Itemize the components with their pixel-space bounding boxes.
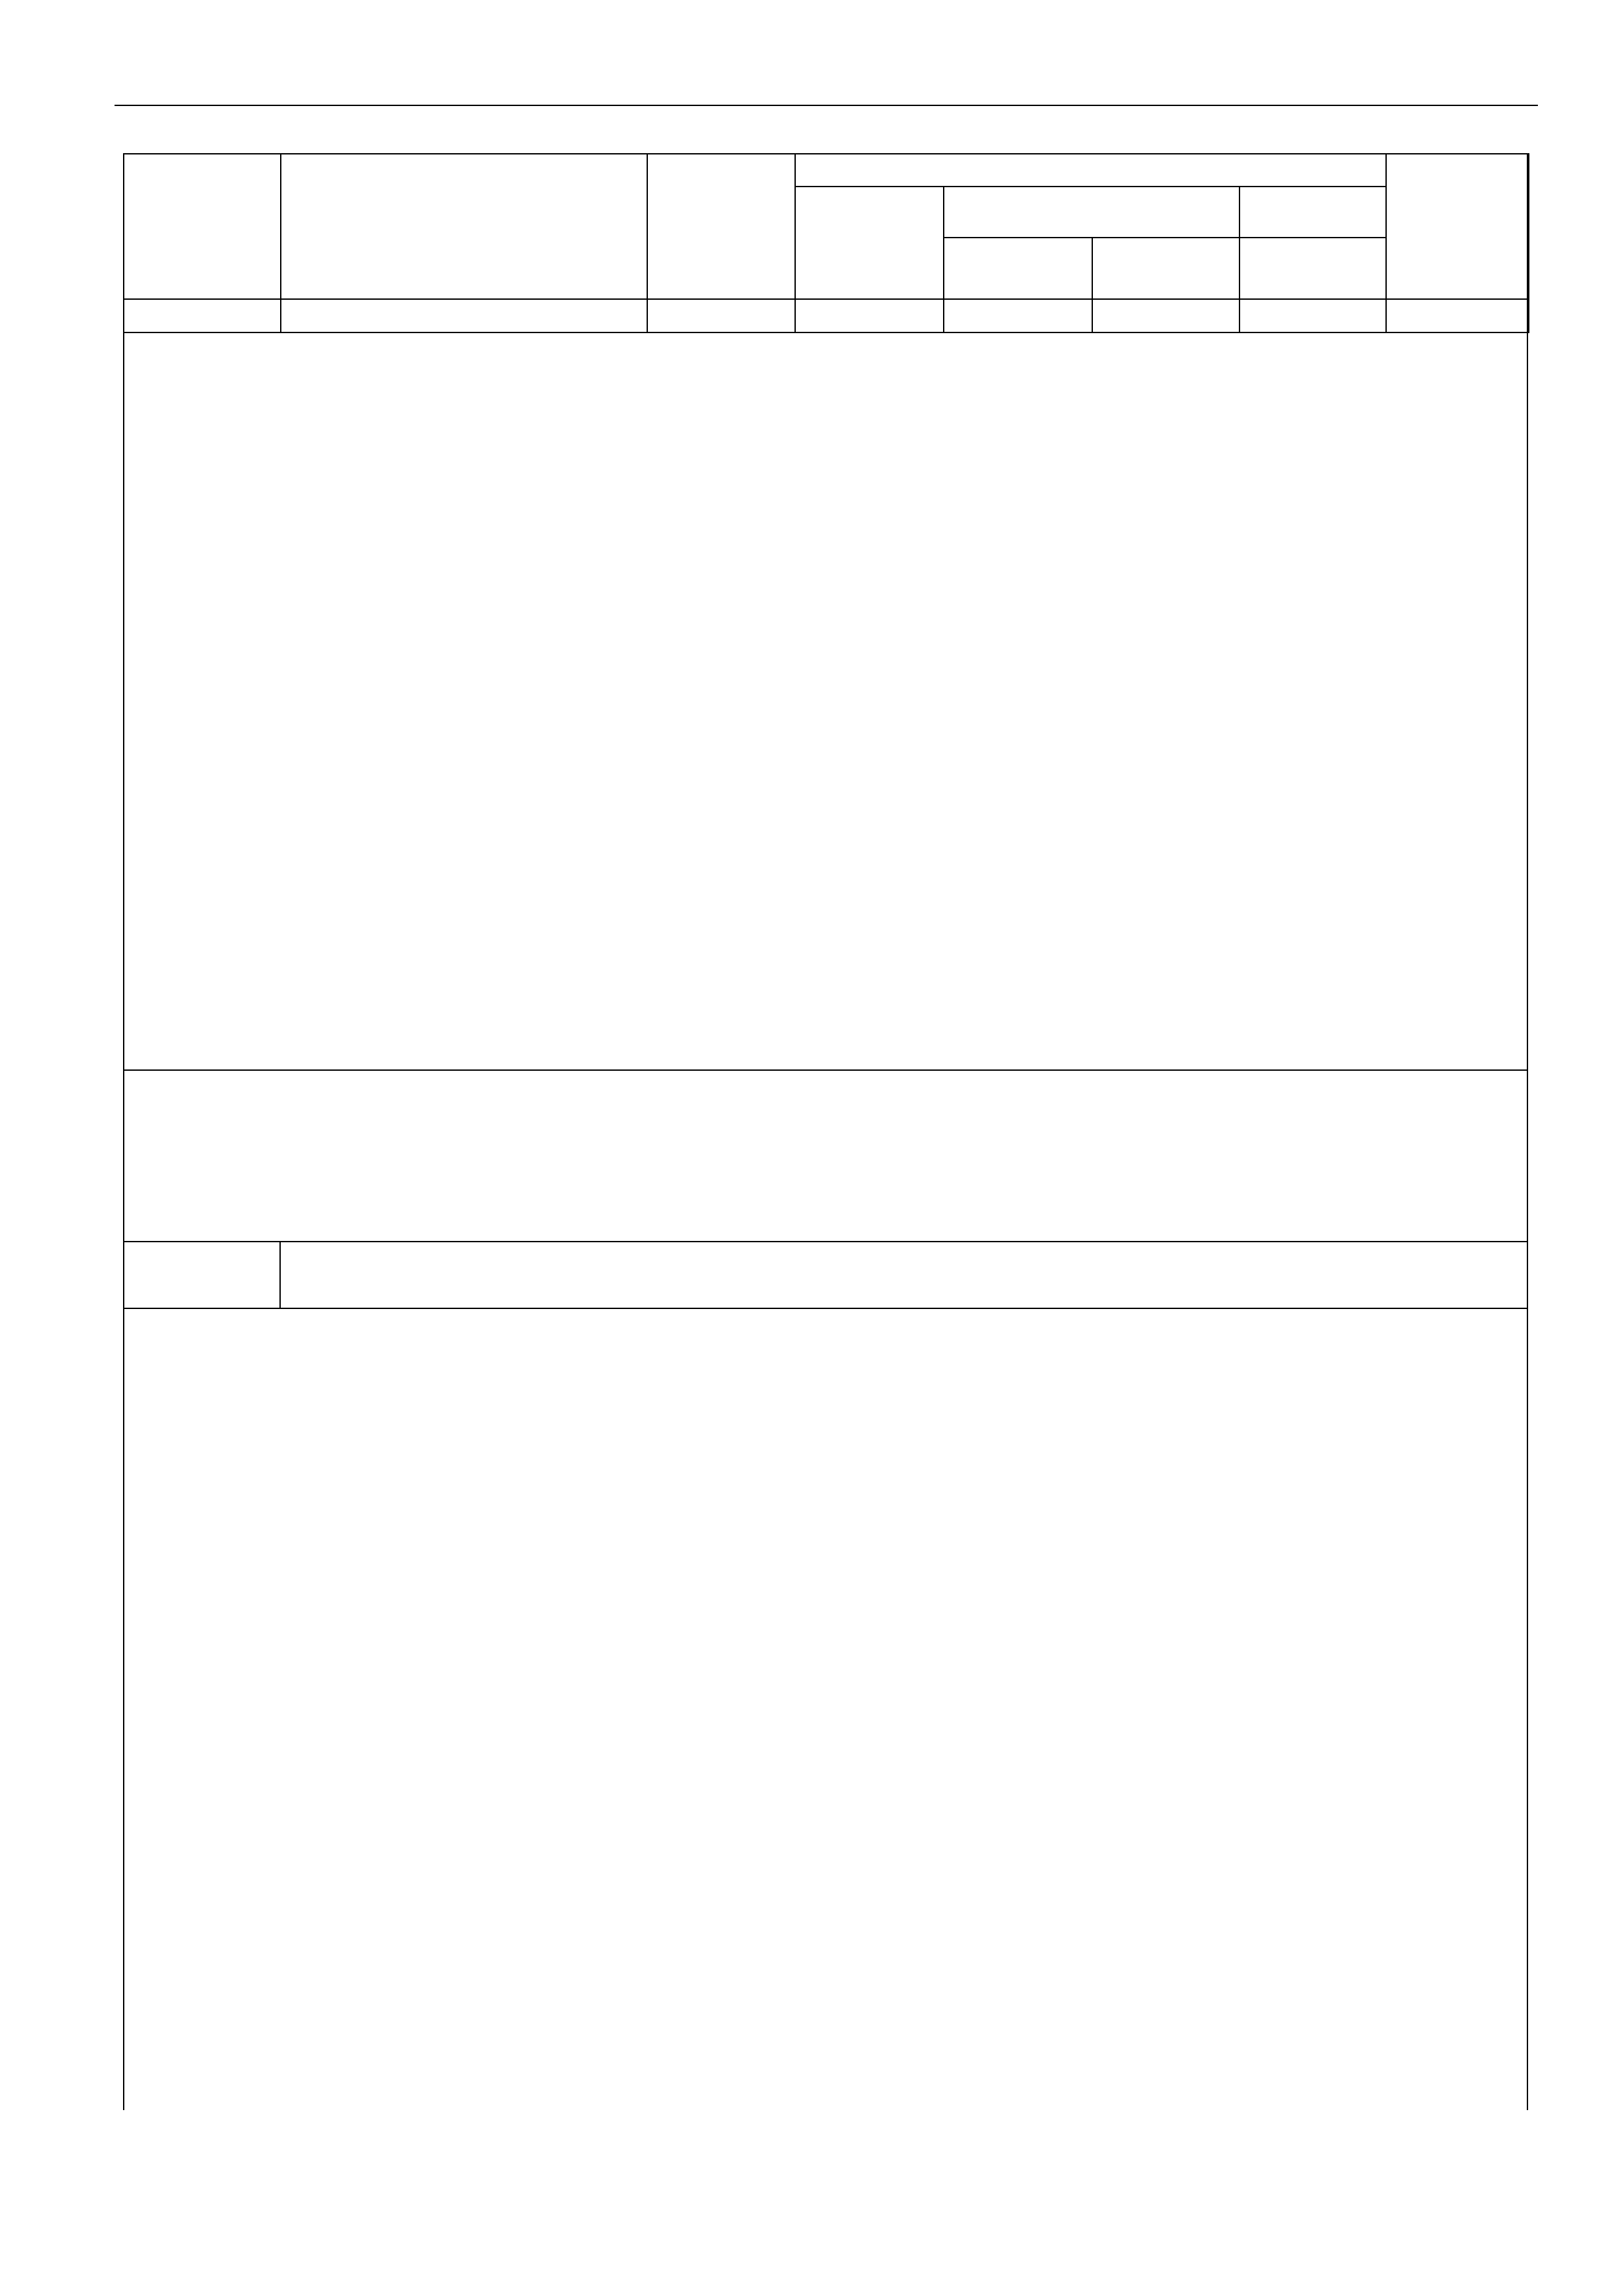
col-material-consumption [1240, 238, 1386, 299]
col-labor-costs [1386, 154, 1529, 299]
col-number [647, 299, 795, 332]
col-labor-pay [795, 187, 944, 299]
col-direct-costs [647, 154, 795, 299]
col-number [281, 299, 647, 332]
col-incl-machinist-pay [1092, 238, 1240, 299]
col-number [124, 299, 281, 332]
section-title-row [123, 1242, 1528, 1308]
section-title [280, 1242, 1528, 1308]
col-number [1386, 299, 1529, 332]
col-number [795, 299, 944, 332]
rates-table-063 [123, 1241, 1528, 1309]
col-work-name [281, 154, 647, 238]
col-number [1092, 299, 1240, 332]
col-number [1240, 299, 1386, 332]
column-header [123, 153, 1529, 333]
col-rate-numbers [124, 154, 281, 238]
col-materials [1240, 187, 1386, 238]
col-material-name [281, 238, 647, 299]
table-heading [124, 1069, 1527, 1241]
col-total [944, 238, 1092, 299]
col-including [795, 154, 1386, 187]
col-missing-codes [124, 238, 281, 299]
running-header [115, 67, 1538, 106]
col-machine-operation [944, 187, 1240, 238]
col-number [944, 299, 1092, 332]
